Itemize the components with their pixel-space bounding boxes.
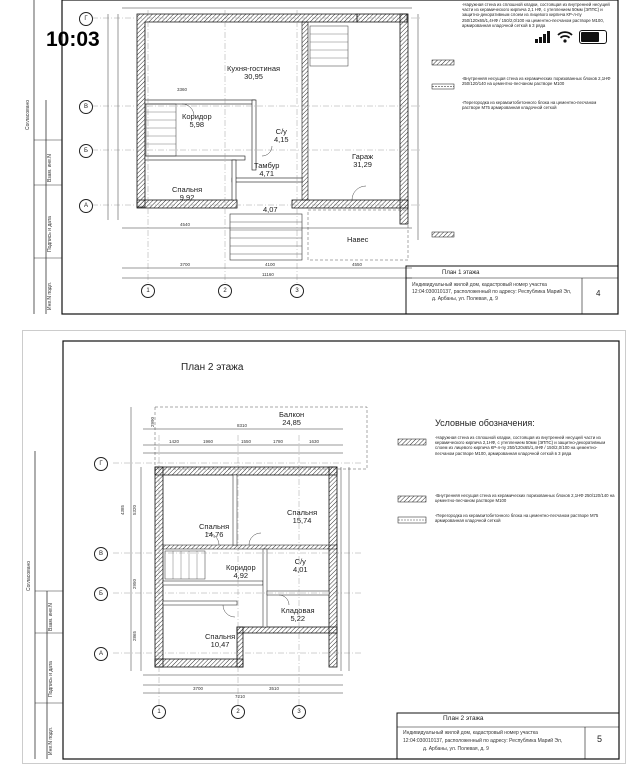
axis2-letter-a: А [94, 647, 108, 661]
side-1-replace-inv: Взам. инв.N [47, 154, 53, 182]
room-bedroom3-name: Спальня [205, 632, 236, 641]
legend-1-partition: -Перегородка из керамзитобетонного блока на цементно-песчаном растворе М75 армированная кладочной сеткой [462, 100, 597, 111]
room-kitchen-label [227, 65, 280, 80]
legend-2-partition: -Перегородка из керамзитобетонного блока на цементно-песчаном растворе М75 армированная кладочной сеткой [435, 513, 599, 524]
room-bedroom2-area: 15,74 [292, 515, 312, 525]
room-bedroom1-label [199, 523, 229, 538]
dim-4100: 4100 [265, 262, 276, 267]
room-corridor2-area: 4,92 [233, 570, 249, 580]
side-2-replace-inv: Взам. инв.N [48, 603, 54, 631]
room-bedroom3-label [205, 633, 235, 648]
axis-number-1: 1 [141, 284, 155, 298]
sheet-2-second-floor-plan [22, 330, 626, 764]
room-bath2-name: С/у [294, 557, 306, 566]
room-bedroom-name: Спальня [172, 185, 203, 194]
stamp-2-title: План 2 этажа [443, 715, 484, 722]
plan-2-title: План 2 этажа [181, 362, 244, 373]
legend-1-inner-wall: -Внутренняя несущая стена из керамических поризованных блоков 2,1НФ 250/120/140 на цементно-песчаном растворе М100 [462, 76, 611, 87]
floor-1-drawing [22, 0, 622, 318]
room-storage-label [281, 607, 315, 622]
dim-3360: 3360 [177, 87, 188, 92]
room-porch-area: 4,07 [263, 205, 278, 214]
room-canopy-name: Навес [347, 235, 369, 244]
room-corridor-label [182, 113, 212, 128]
room-bedroom3-area: 10,47 [210, 639, 230, 649]
room-bath2-label [293, 558, 308, 573]
room-vestibule-area: 4,71 [259, 168, 275, 178]
legend-2-title: Условные обозначения: [435, 418, 535, 428]
stamp-1-sheet-number: 4 [596, 289, 601, 298]
axis-number-3: 3 [290, 284, 304, 298]
dim-1960: 1960 [203, 439, 214, 444]
floor-2-drawing [23, 331, 625, 763]
legend-2-outer-wall: -Наружная стена из сплошной кладки, состоящая из внутренней несущей части из керамического кирпича 2,1НФ, с утеплением 50мм (ЭППС) и защитно-декоративным слоем из лицевого кирпича КР-л-пу 250/120х65/1,4НФ / 150/2,0/100 на цементно-песчаном растворе М100, армированная кладочной сеткой в 3 ряда [435, 435, 606, 456]
axis2-number-2: 2 [231, 705, 245, 719]
dim-1780: 1780 [273, 439, 284, 444]
room-vestibule-label [254, 162, 279, 177]
room-storage-name: Кладовая [281, 606, 315, 615]
side-1-inv-orig: Инв.N подл. [47, 281, 53, 310]
side-1-sign-date: Подпись и дата [47, 216, 53, 252]
room-storage-area: 5,22 [290, 613, 306, 623]
dim-8310: 8310 [237, 423, 248, 428]
legend-2-inner-wall: -Внутренняя несущая стена из керамических поризованных блоков 2,1НФ 250/120/140 на цементно-песчаном растворе М100 [435, 493, 615, 504]
axis-letter-g: Г [79, 12, 93, 26]
room-balcony-label [279, 411, 304, 426]
room-corridor2-label [226, 564, 256, 579]
dim-4385: 4385 [120, 504, 125, 515]
dim-2950: 2950 [132, 578, 137, 589]
stamp-2-desc-2: 12:04:030010137, расположенный по адресу: Республика Марий Эл, [403, 738, 563, 744]
room-garage-area: 31,29 [353, 159, 372, 169]
side-1-agreed: Согласовано [25, 99, 31, 130]
room-vestibule-name: Тамбур [254, 161, 280, 170]
stamp-2-sheet-number: 5 [597, 734, 603, 744]
stamp-2-desc-3: д. Арбаны, ул. Полевая, д. 9 [423, 746, 489, 752]
dim-1420: 1420 [169, 439, 180, 444]
stamp-1-desc-3: д. Арбаны, ул. Полевая, д. 9 [432, 296, 498, 302]
room-bath-area: 4,15 [274, 134, 289, 144]
axis2-letter-v: В [94, 547, 108, 561]
dim-7210: 7210 [235, 694, 246, 699]
stamp-1-desc-1: Индивидуальный жилой дом, кадастровый номер участка [412, 282, 547, 288]
axis-letter-a: А [79, 199, 93, 213]
room-balcony-area: 24,85 [282, 417, 301, 427]
axis2-letter-g: Г [94, 457, 108, 471]
room-corridor-area: 5,98 [189, 119, 205, 129]
room-corridor2-name: Коридор [226, 563, 256, 572]
side-2-inv-orig: Инв.N подл. [48, 726, 54, 755]
side-2-sign-date: Подпись и дата [48, 661, 54, 697]
stamp-1-desc-2: 12:04:030010137, расположенный по адресу: Республика Марий Эл, [412, 289, 572, 295]
room-garage-name: Гараж [352, 152, 374, 161]
axis-letter-v: В [79, 100, 93, 114]
status-time: 10:03 [46, 28, 100, 51]
room-bedroom2-name: Спальня [287, 508, 318, 517]
axis2-letter-b: Б [94, 587, 108, 601]
dim-1630: 1630 [309, 439, 320, 444]
room-bath2-area: 4,01 [293, 564, 308, 574]
axis2-number-1: 1 [152, 705, 166, 719]
dim-4550: 4550 [352, 262, 363, 267]
room-bedroom2-label [287, 509, 317, 524]
side-2-agreed: Согласовано [26, 560, 32, 591]
dim-11160: 11160 [262, 272, 274, 277]
room-bedroom-label [172, 186, 202, 201]
dim-2865: 2865 [132, 630, 137, 641]
room-kitchen-name: Кухня-гостиная [227, 64, 281, 73]
axis2-number-3: 3 [292, 705, 306, 719]
stamp-1-title: План 1 этажа [442, 270, 480, 276]
room-bath-label [274, 128, 289, 143]
room-bedroom1-name: Спальня [199, 522, 230, 531]
room-corridor-name: Коридор [182, 112, 212, 121]
dim-3510: 3510 [269, 686, 280, 691]
dim-3700-2: 3700 [193, 686, 204, 691]
room-kitchen-area: 30,95 [244, 71, 263, 81]
dim-5320: 5320 [132, 504, 137, 515]
dim-2990: 2990 [150, 416, 155, 427]
legend-1-outer-wall: -Наружная стена из сплошной кладки, состоящая из внутренней несущей части из керамического кирпича 2,1 НФ, с утеплением 50мм (ЭППС) и защитно-декоративным слоем из лицевого кирпича КР-л-пу 250/120х65/1,4НФ / 150/2,0/100 на цементно-песчаном растворе М100, армированная кладочной сеткой в 3 ряда [462, 2, 610, 28]
room-balcony-name: Балкон [279, 410, 305, 419]
dim-3700: 3700 [180, 262, 191, 267]
axis-number-2: 2 [218, 284, 232, 298]
dim-4540: 4540 [180, 222, 191, 227]
room-bath-name: С/у [275, 127, 287, 136]
room-bedroom1-area: 14,76 [204, 529, 224, 539]
axis-letter-b: Б [79, 144, 93, 158]
sheet-1-first-floor-plan [22, 0, 622, 318]
room-garage-label [352, 153, 373, 168]
stamp-2-desc-1: Индивидуальный жилой дом, кадастровый номер участка [403, 730, 538, 736]
room-bedroom-area: 9,92 [179, 192, 195, 202]
dim-1550: 1550 [241, 439, 252, 444]
